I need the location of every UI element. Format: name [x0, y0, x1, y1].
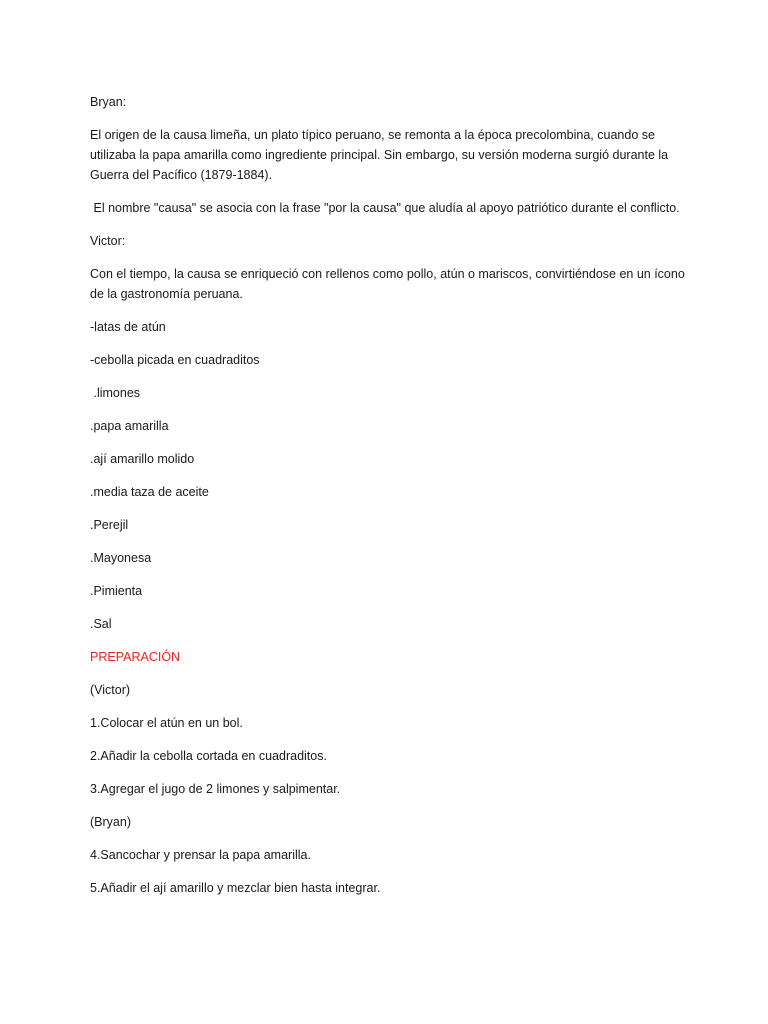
step-item: 2.Añadir la cebolla cortada en cuadraditos. — [90, 749, 327, 763]
paragraph-evolution: Con el tiempo, la causa se enriqueció con rellenos como pollo, atún o mariscos, convirtiéndose en un ícono de la gastronomía peruana. — [90, 267, 689, 301]
ingredient-item: .Pimienta — [90, 584, 143, 598]
ingredient-item: .media taza de aceite — [90, 485, 209, 499]
speaker-label-bryan: Bryan: — [90, 95, 127, 109]
speaker-label-victor: Victor: — [90, 234, 126, 248]
step-item: 4.Sancochar y prensar la papa amarilla. — [90, 848, 311, 862]
section-heading-preparation: PREPARACIÓN — [90, 650, 181, 664]
ingredient-item: .Sal — [90, 617, 112, 631]
document-body — [90, 92, 690, 911]
paragraph-name: El nombre "causa" se asocia con la frase "por la causa" que aludía al apoyo patriótico durante el conflicto. — [90, 201, 680, 215]
ingredient-item: .Perejil — [90, 518, 129, 532]
step-item: 3.Agregar el jugo de 2 limones y salpimentar. — [90, 782, 341, 796]
ingredient-item: .Mayonesa — [90, 551, 152, 565]
speaker-label-bryan: (Bryan) — [90, 815, 131, 829]
ingredient-item: .limones — [90, 386, 141, 400]
ingredient-item: -latas de atún — [90, 320, 166, 334]
ingredient-item: .ají amarillo molido — [90, 452, 195, 466]
speaker-label-victor: (Victor) — [90, 683, 131, 697]
ingredient-item: -cebolla picada en cuadraditos — [90, 353, 260, 367]
step-item: 1.Colocar el atún en un bol. — [90, 716, 243, 730]
step-item: 5.Añadir el ají amarillo y mezclar bien hasta integrar. — [90, 881, 381, 895]
ingredient-item: .papa amarilla — [90, 419, 169, 433]
paragraph-origin: El origen de la causa limeña, un plato típico peruano, se remonta a la época precolombina, cuando se utilizaba la papa amarilla como ingrediente principal. Sin embargo, su versión moderna surgió durante la Guerra del Pacífico (1879-1884). — [90, 128, 672, 182]
